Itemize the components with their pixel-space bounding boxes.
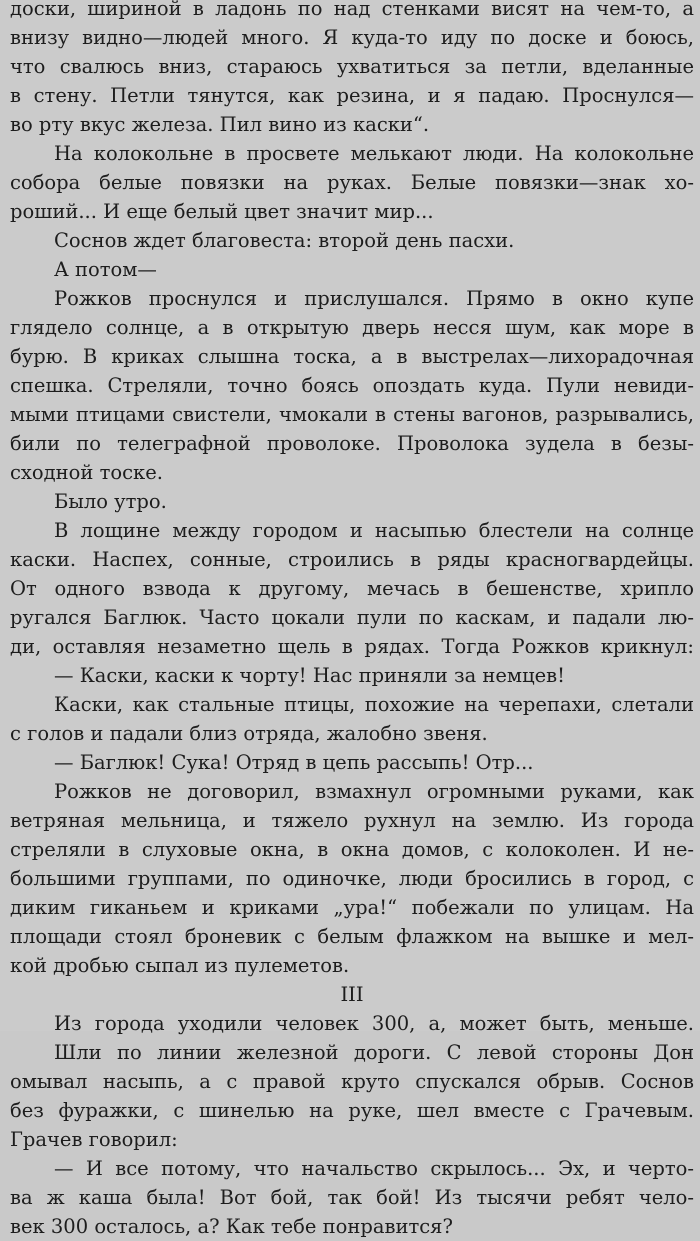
text-line: Рожков не договорил, взмахнул огромными руками, как bbox=[54, 780, 694, 803]
text-line: в стену. Петли тянутся, как резина, и я падаю. Проснулся— bbox=[10, 84, 694, 107]
text-line: роший... И еще белый цвет значит мир... bbox=[10, 200, 434, 223]
text-line: стреляли в слуховые окна, в окна домов, с колоколен. И не- bbox=[10, 838, 694, 861]
text-line: собора белые повязки на руках. Белые повязки—знак хо- bbox=[10, 171, 694, 194]
text-line: во рту вкус железа. Пил вино из каски“. bbox=[10, 113, 430, 136]
text-line: В лощине между городом и насыпью блестели на солнце bbox=[54, 519, 694, 542]
text-line: Из города уходили человек 300, а, может быть, меньше. bbox=[54, 1012, 694, 1035]
text-line: сходной тоске. bbox=[10, 461, 163, 484]
text-line: Соснов ждет благовеста: второй день пасхи. bbox=[54, 229, 515, 252]
text-line: век 300 осталось, а? Как тебе понравится? bbox=[10, 1215, 453, 1238]
text-line: — И все потому, что начальство скрылось... Эх, и черто- bbox=[54, 1157, 694, 1180]
text-line: — Каски, каски к чорту! Нас приняли за немцев! bbox=[54, 664, 565, 687]
text-line: площади стоял броневик с белым флажком на вышке и мел- bbox=[10, 925, 694, 948]
text-line: ди, оставляя незаметно щель в рядах. Тогда Рожков крикнул: bbox=[10, 635, 694, 658]
text-line: Каски, как стальные птицы, похожие на черепахи, слетали bbox=[54, 693, 694, 716]
text-line: А потом— bbox=[54, 258, 157, 281]
text-line: кой дробью сыпал из пулеметов. bbox=[10, 954, 350, 977]
text-line: били по телеграфной проволоке. Проволока зудела в безы- bbox=[10, 432, 694, 455]
text-line: внизу видно—людей много. Я куда-то иду по доске и боюсь, bbox=[10, 26, 694, 49]
chapter-number: III bbox=[340, 983, 364, 1006]
text-line: — Баглюк! Сука! Отряд в цепь рассыпь! Отр... bbox=[54, 751, 534, 774]
text-line: мыми птицами свистели, чмокали в стены вагонов, разрывались, bbox=[10, 403, 694, 426]
text-line: без фуражки, с шинелью на руке, шел вместе с Грачевым. bbox=[10, 1099, 694, 1122]
text-line: каски. Наспех, сонные, строились в ряды красногвардейцы. bbox=[10, 548, 694, 571]
text-line: На колокольне в просвете мелькают люди. На колокольне bbox=[54, 142, 694, 165]
text-line: глядело солнце, а в открытую дверь несся шум, как море в bbox=[10, 316, 694, 339]
text-line: Шли по линии железной дороги. С левой стороны Дон bbox=[54, 1041, 694, 1064]
text-line: доски, шириной в ладонь по над стенками висят на чем-то, а bbox=[10, 0, 694, 20]
text-line: большими группами, по одиночке, люди бросились в город, с bbox=[10, 867, 694, 890]
text-line: что свалюсь вниз, стараюсь ухватиться за петли, вделанные bbox=[10, 55, 694, 78]
text-line: ветряная мельница, и тяжело рухнул на землю. Из города bbox=[10, 809, 694, 832]
text-line: бурю. В криках слышна тоска, а в выстрелах—лихорадочная bbox=[10, 345, 694, 368]
text-line: Было утро. bbox=[54, 490, 167, 513]
text-line: спешка. Стреляли, точно боясь опоздать куда. Пули невиди- bbox=[10, 374, 694, 397]
text-line: омывал насыпь, а с правой круто спускался обрыв. Соснов bbox=[10, 1070, 694, 1093]
text-line: Грачев говорил: bbox=[10, 1128, 178, 1151]
text-line: От одного взвода к другому, мечась в бешенстве, хрипло bbox=[10, 577, 694, 600]
text-line: ругался Баглюк. Часто цокали пули по каскам, и падали лю- bbox=[10, 606, 694, 629]
text-line: с голов и падали близ отряда, жалобно звеня. bbox=[10, 722, 488, 745]
text-line: Рожков проснулся и прислушался. Прямо в окно купе bbox=[54, 287, 694, 310]
text-line: ва ж каша была! Вот бой, так бой! Из тысячи ребят чело- bbox=[10, 1186, 694, 1209]
text-line: диким гиканьем и криками „ура!“ побежали по улицам. На bbox=[10, 896, 694, 919]
